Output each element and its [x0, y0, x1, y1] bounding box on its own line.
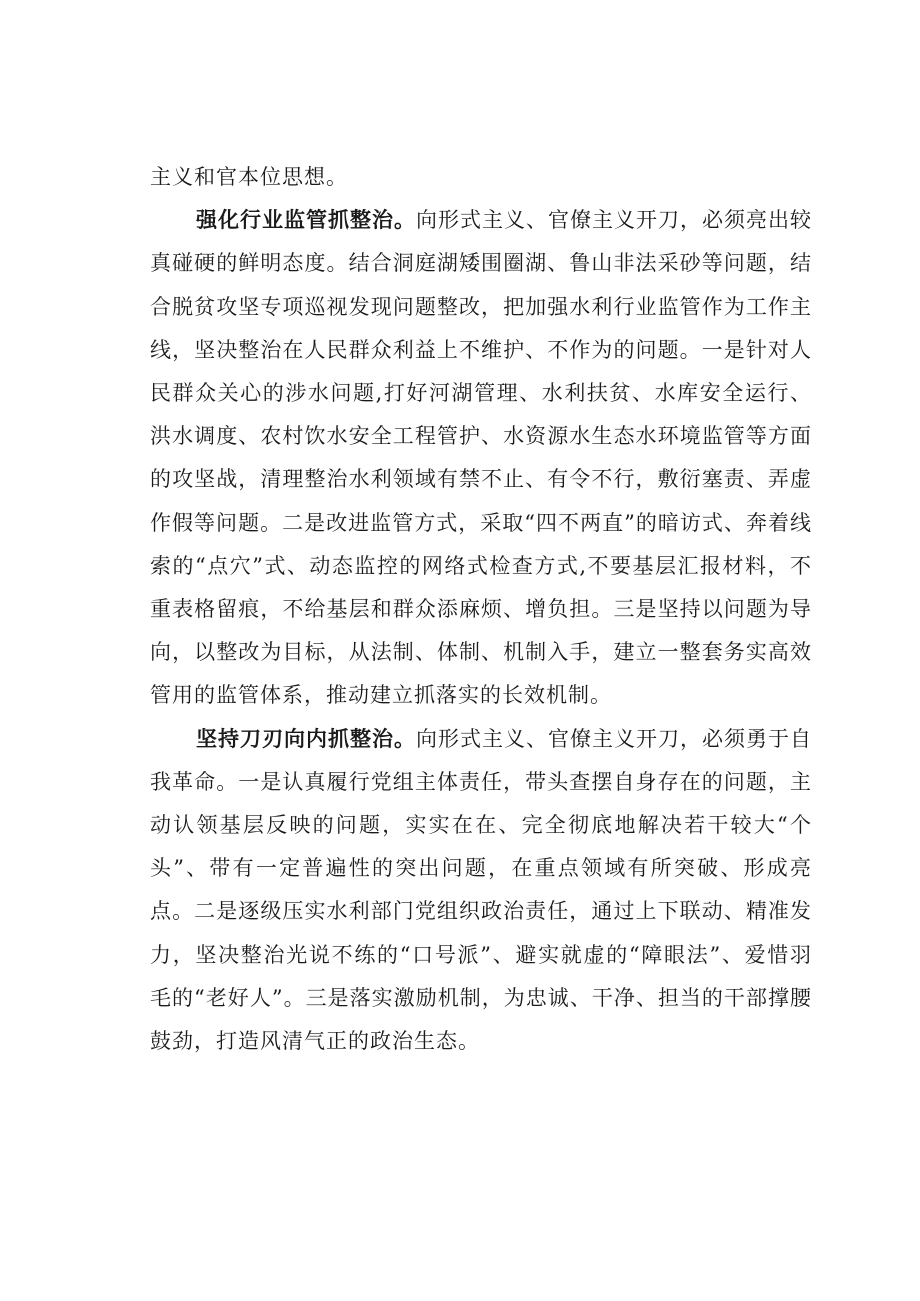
document-page — [150, 156, 812, 1063]
paragraph-self-reform — [150, 718, 812, 1064]
paragraph-body: 向形式主义、官僚主义开刀，必须亮出较真碰硬的鲜明态度。结合洞庭湖矮围圈湖、鲁山非法采砂等问题，结合脱贫攻坚专项巡视发现问题整改，把加强水利行业监管作为工作主线，坚决整治在人民群众利益上不维护、不作为的问题。一是针对人民群众关心的涉水问题,打好河湖管理、水利扶贫、水库安全运行、洪水调度、农村饮水安全工程管护、水资源水生态水环境监管等方面的攻坚战，清理整治水利领域有禁不止、有令不行，敷衍塞责、弄虚作假等问题。二是改进监管方式，采取“四不两直”的暗访式、奔着线索的“点穴”式、动态监控的网络式检查方式,不要基层汇报材料，不重表格留痕，不给基层和群众添麻烦、增负担。三是坚持以问题为导向，以整改为目标，从法制、体制、机制入手，建立一整套务实高效管用的监管体系，推动建立抓落实的长效机制。 — [150, 208, 812, 708]
paragraph-heading: 坚持刀刃向内抓整治。 — [196, 726, 416, 751]
paragraph-industry-supervision — [150, 199, 812, 717]
paragraph-body: 主义和官本位思想。 — [150, 165, 348, 189]
paragraph-body: 向形式主义、官僚主义开刀，必须勇于自我革命。一是认真履行党组主体责任，带头查摆自身存在的问题，主动认领基层反映的问题，实实在在、完全彻底地解决若干较大“个头”、带有一定普遍性的突出问题，在重点领域有所突破、形成亮点。二是逐级压实水利部门党组织政治责任，通过上下联动、精准发力，坚决整治光说不练的“口号派”、避实就虚的“障眼法”、爱惜羽毛的“老好人”。三是落实激励机制，为忠诚、干净、担当的干部撑腰鼓劲，打造风清气正的政治生态。 — [150, 726, 812, 1054]
paragraph-heading: 强化行业监管抓整治。 — [196, 208, 416, 233]
paragraph-continuation — [150, 156, 812, 199]
